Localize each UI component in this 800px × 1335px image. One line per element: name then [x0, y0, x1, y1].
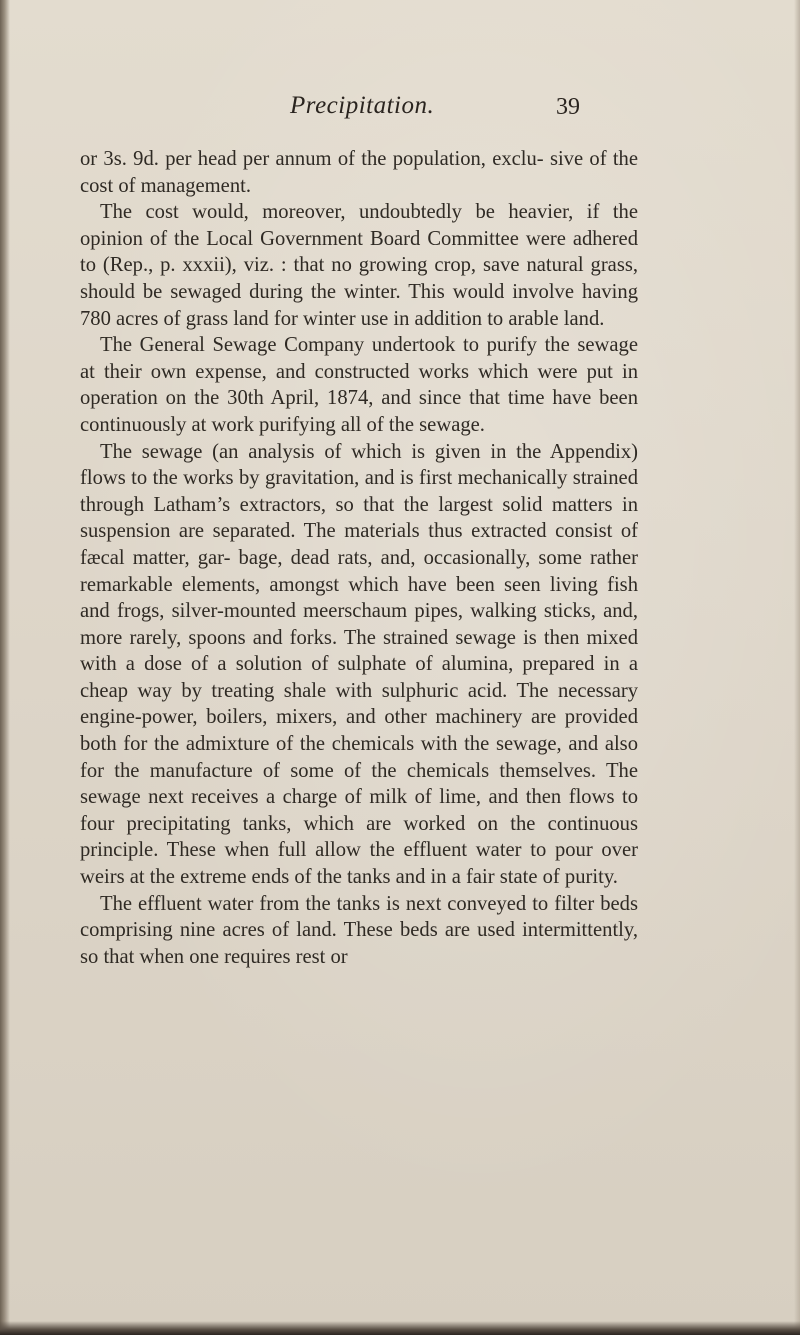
- paragraph: or 3s. 9d. per head per annum of the population, exclu- sive of the cost of management.: [80, 148, 638, 197]
- page-bottom-edge: [0, 1321, 800, 1335]
- body-text: [80, 146, 638, 970]
- page-right-edge: [794, 0, 800, 1335]
- paragraph: The General Sewage Company undertook to purify the sewage at their own expense, and constructed works which were put in operation on the 30th April, 1874, and since that time have been continuously at work purifying all of the sewage.: [80, 334, 638, 436]
- binding-edge: [0, 0, 10, 1335]
- paragraph: The effluent water from the tanks is next conveyed to filter beds comprising nine acres of land. These beds are used intermittently, so that when one requires rest or: [80, 892, 638, 968]
- paragraph: The sewage (an analysis of which is given in the Appendix) flows to the works by gravitation, and is first mechanically strained through Latham’s extractors, so that the largest solid matters in suspension are separated. The materials thus extracted consist of fæcal matter, gar- bage, dead rats, and, occasionally, some rather remarkable elements, amongst which have been seen living fish and frogs, silver-mounted meerschaum pipes, walking sticks, and, more rarely, spoons and forks. The strained sewage is then mixed with a dose of a solution of sulphate of alumina, prepared in a cheap way by treating shale with sulphuric acid. The necessary engine-power, boilers, mixers, and other machinery are provided both for the admixture of the chemicals with the sewage, and also for the manufacture of some of the chemicals themselves. The sewage next receives a charge of milk of lime, and then flows to four precipitating tanks, which are worked on the continuous principle. These when full allow the effluent water to pour over weirs at the extreme ends of the tanks and in a fair state of purity.: [80, 440, 638, 889]
- page-number: 39: [556, 94, 580, 120]
- paragraph: The cost would, moreover, undoubtedly be heavier, if the opinion of the Local Government Board Committee were adhered to (Rep., p. xxxii), viz. : that no growing crop, save natural grass, should be sewaged during the winter. This would involve having 780 acres of grass land for winter use in addition to arable land.: [80, 201, 638, 330]
- running-head: Precipitation.: [290, 92, 435, 119]
